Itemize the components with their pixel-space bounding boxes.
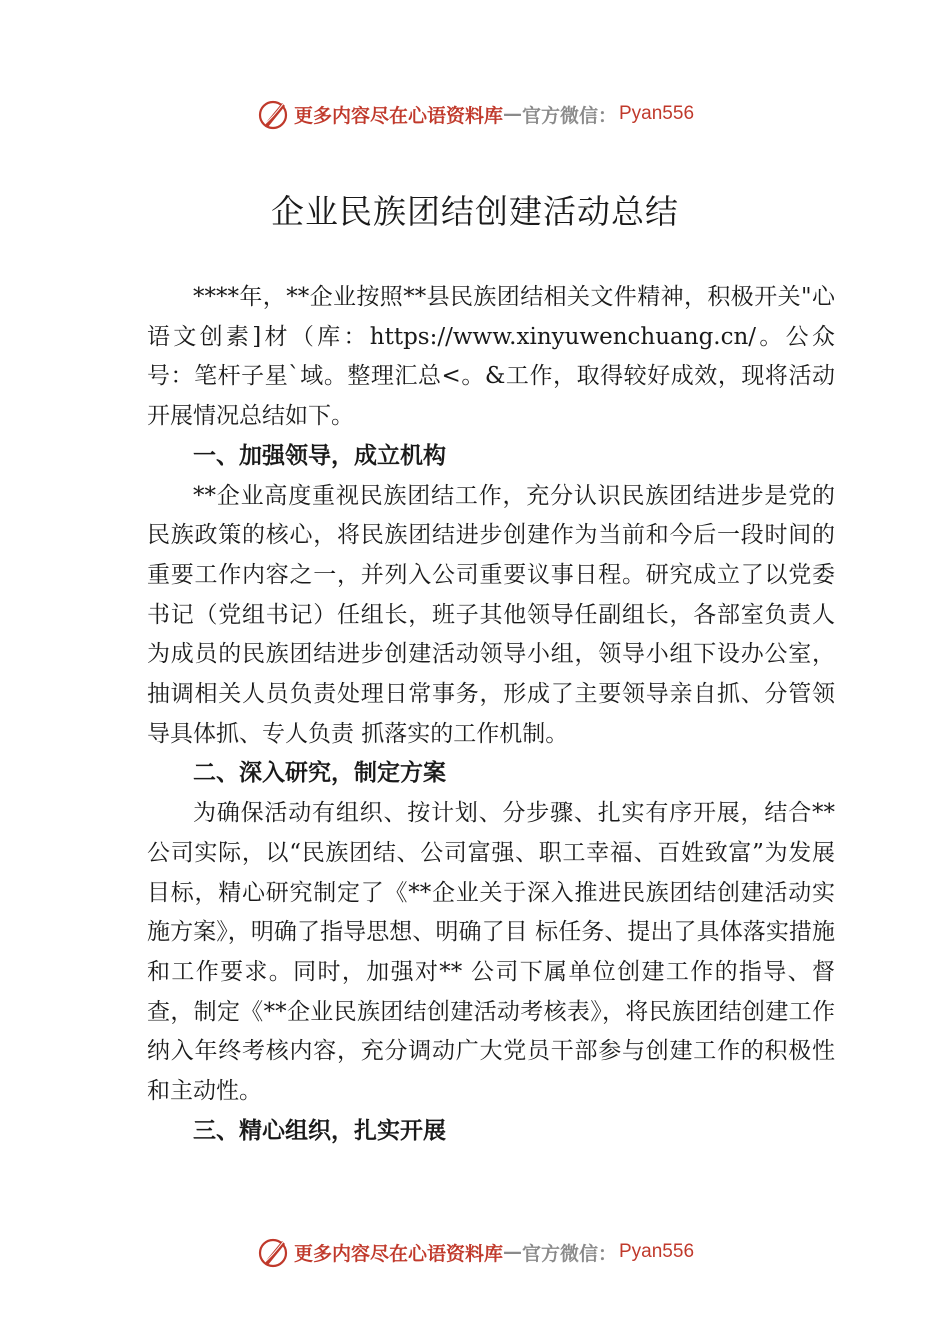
footer-wechat-id: Pyan556 (619, 1241, 695, 1262)
footer-wechat-label: 官方微信： (521, 1242, 617, 1265)
header-separator: — (502, 103, 522, 125)
header-wechat-label: 官方微信： (521, 104, 617, 127)
document-title: 企业民族团结创建活动总结 (271, 192, 679, 231)
footer-brand-text: 更多内容尽在心语资料库 (293, 1242, 503, 1265)
header-wechat-id: Pyan556 (619, 103, 695, 124)
section-2-heading: 二、深入研究，制定方案 (193, 760, 446, 787)
quill-logo-icon (256, 97, 290, 131)
section-1-paragraph: **企业高度重视民族团结工作，充分认识民族团结进步是党的民族政策的核心，将民族团结进步创建作为当前和今后一段时间的重要工作内容之一，并列入公司重要议事日程。研究成立了以党委书记（党组书记）任组长，班子其他领导任副组长，各部室负责人为成员的民族团结进步创建活动领导小组，领导小组下设办公室，抽调相关人员负责处理日常事务，形成了主要领导亲自抓、分管领导具体抓、专人负责 抓落实的工作机制。 (147, 482, 835, 747)
footer-separator: — (502, 1241, 522, 1263)
header-brand-text: 更多内容尽在心语资料库 (293, 104, 503, 127)
document-body (147, 278, 835, 1151)
section-3-heading: 三、精心组织，扎实开展 (193, 1117, 446, 1144)
section-2-paragraph: 为确保活动有组织、按计划、分步骤、扎实有序开展，结合**公司实际，以“民族团结、公司富强、职工幸福、百姓致富”为发展目标，精心研究制定了《**企业关于深入推进民族团结创建活动实施方案》，明确了指导思想、明确了目 标任务、提出了具体落实措施和工作要求。同时，加强对** 公司下属单位创建工作的指导、督查，制定《**企业民族团结创建活动考核表》，将民族团结创建工作纳入年终考核内容，充分调动广大党员干部参与创建工作的积极性和主动性。 (147, 800, 835, 1105)
quill-logo-icon (256, 1235, 290, 1269)
section-1-heading: 一、加强领导，成立机构 (193, 442, 446, 469)
intro-paragraph: ****年，**企业按照**县民族团结相关文件精神，积极开关"心语文创素]材（库：https://www.xinyuwenchuang.cn/。公众号：笔杆子星`域。整理汇总<。&工作，取得较好成效，现将活动开展情况总结如下。 (147, 284, 835, 430)
header-watermark-banner (0, 94, 950, 134)
footer-watermark-banner (0, 1232, 950, 1272)
